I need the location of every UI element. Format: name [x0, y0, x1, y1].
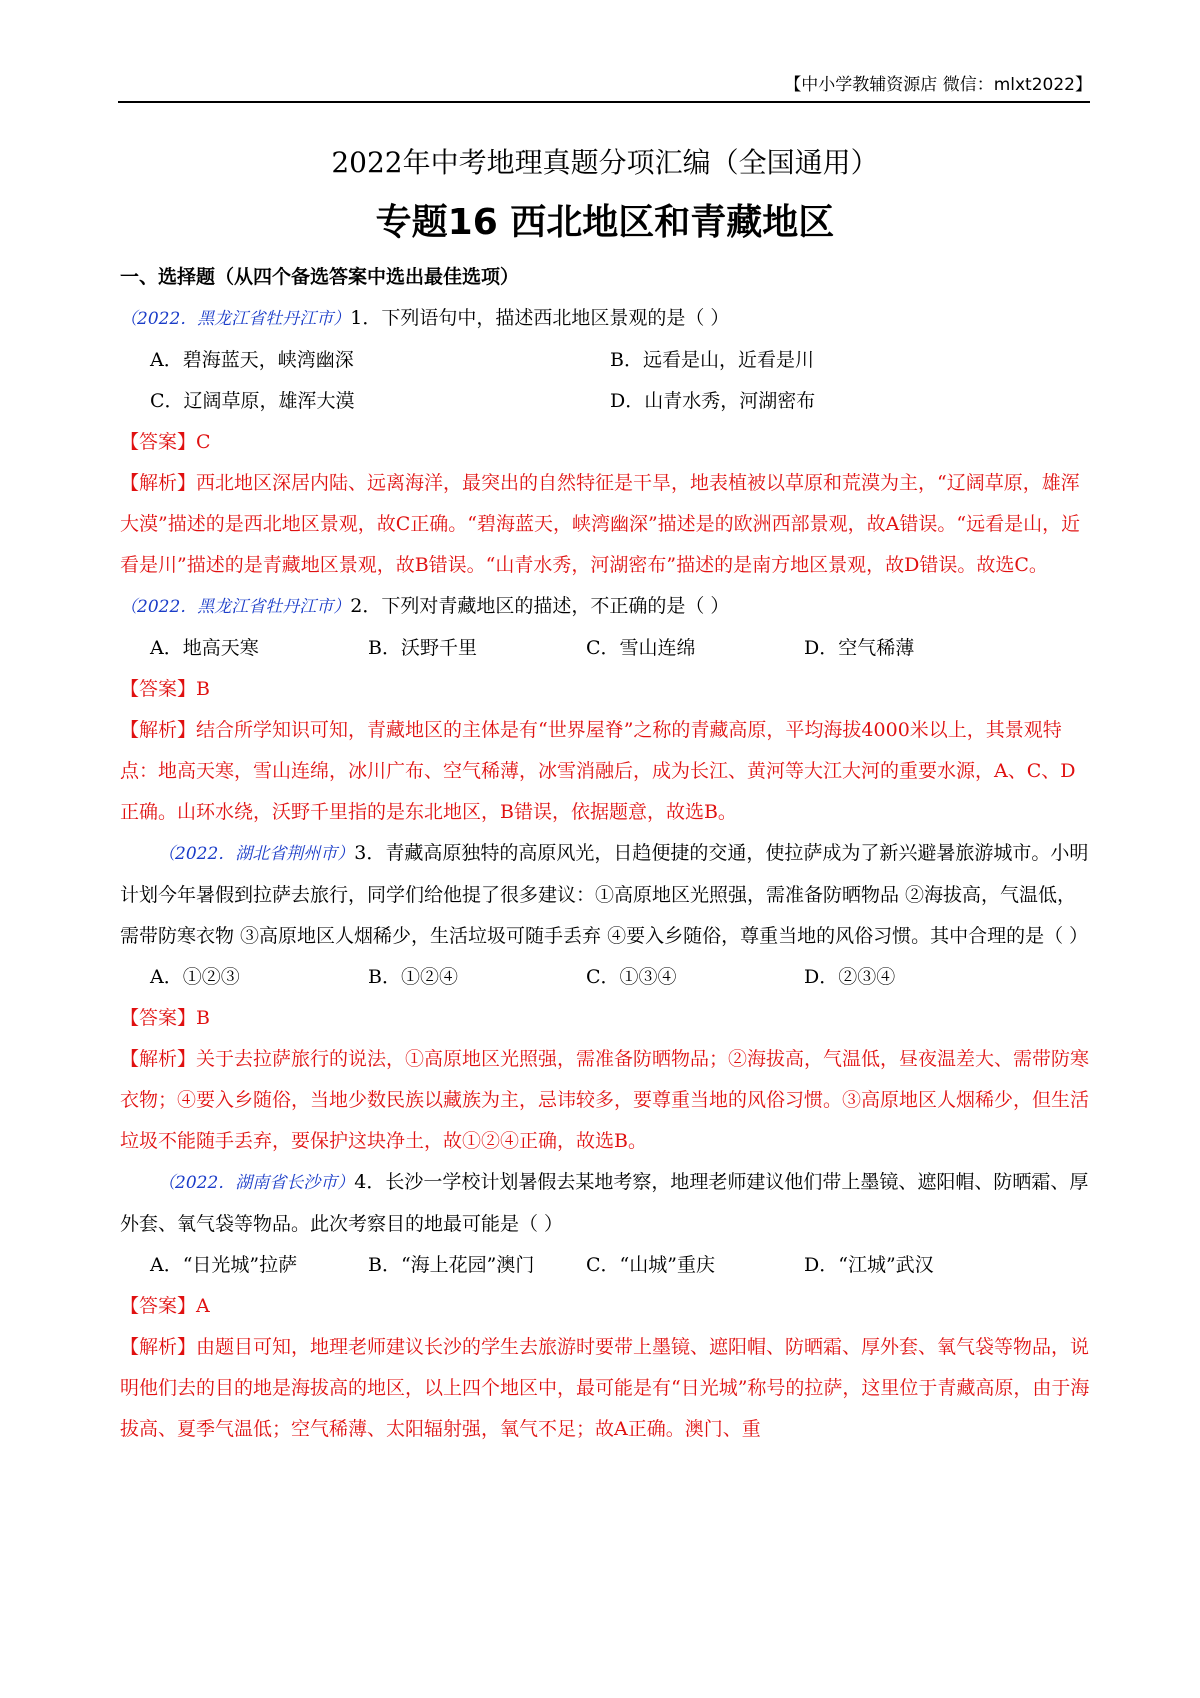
- question-stem: 4．长沙一学校计划暑假去某地考察，地理老师建议他们带上墨镜、遮阳帽、防晒霜、厚外套、氧气袋等物品。此次考察目的地最可能是（ ）: [120, 1171, 1089, 1235]
- option-b: B．沃野千里: [368, 637, 477, 659]
- option-d: D．空气稀薄: [804, 637, 915, 659]
- question-3: [120, 833, 1090, 957]
- option-c: C．辽阔草原，雄浑大漠: [150, 390, 355, 412]
- option-c: C．①③④: [586, 966, 677, 988]
- option-b: B．①②④: [368, 966, 458, 988]
- question-source: （2022．黑龙江省牡丹江市）: [120, 597, 351, 617]
- header-note: 【中小学教辅资源店 微信：mlxt2022】: [784, 75, 1092, 95]
- option-d: D．“江城”武汉: [804, 1254, 934, 1276]
- question-stem: 1．下列语句中，描述西北地区景观的是（ ）: [350, 307, 730, 329]
- analysis: 【解析】结合所学知识可知，青藏地区的主体是有“世界屋脊”之称的青藏高原，平均海拔4000米以上，其景观特点：地高天寒，雪山连绵，冰川广布、空气稀薄，冰雪消融后，成为长江、黄河等大江大河的重要水源，A、C、D正确。山环水绕，沃野千里指的是东北地区，B错误，依据题意，故选B。: [120, 719, 1076, 823]
- question-stem: 3．青藏高原独特的高原风光，日趋便捷的交通，使拉萨成为了新兴避暑旅游城市。小明计划今年暑假到拉萨去旅行，同学们给他提了很多建议：①高原地区光照强，需准备防晒物品 ②海拔高，气温低，需带防寒衣物 ③高原地区人烟稀少，生活垃圾可随手丢弃 ④要入乡随俗，尊重当地的风俗习惯。其中合理的是（ ）: [120, 842, 1089, 947]
- header-divider: [118, 101, 1090, 103]
- document-subtitle: 专题16 西北地区和青藏地区: [375, 202, 835, 243]
- option-b: B．远看是山，近看是川: [610, 349, 814, 371]
- document-body: [120, 140, 1090, 1450]
- answer: 【答案】A: [120, 1295, 210, 1317]
- option-c: C．雪山连绵: [586, 637, 696, 659]
- option-d: D．山青水秀，河湖密布: [610, 390, 816, 412]
- option-b: B．“海上花园”澳门: [368, 1254, 535, 1276]
- option-c: C．“山城”重庆: [586, 1254, 715, 1276]
- question-2: [120, 586, 1090, 628]
- answer: 【答案】B: [120, 678, 210, 700]
- answer: 【答案】B: [120, 1007, 210, 1029]
- question-1: [120, 298, 1090, 340]
- question-2-options: [120, 628, 1090, 669]
- question-1-options: [120, 340, 1090, 381]
- option-a: A．①②③: [150, 966, 240, 988]
- question-stem: 2．下列对青藏地区的描述，不正确的是（ ）: [350, 595, 730, 617]
- question-1-options-row2: [120, 381, 1090, 422]
- analysis: 【解析】关于去拉萨旅行的说法，①高原地区光照强，需准备防晒物品；②海拔高，气温低，昼夜温差大、需带防寒衣物；④要入乡随俗，当地少数民族以藏族为主，忌讳较多，要尊重当地的风俗习惯。③高原地区人烟稀少，但生活垃圾不能随手丢弃，要保护这块净土，故①②④正确，故选B。: [120, 1048, 1090, 1152]
- analysis: 【解析】由题目可知，地理老师建议长沙的学生去旅游时要带上墨镜、遮阳帽、防晒霜、厚外套、氧气袋等物品，说明他们去的目的地是海拔高的地区，以上四个地区中，最可能是有“日光城”称号的拉萨，这里位于青藏高原，由于海拔高、夏季气温低；空气稀薄、太阳辐射强，氧气不足；故A正确。澳门、重: [120, 1336, 1090, 1440]
- section-heading: 一、选择题（从四个备选答案中选出最佳选项）: [120, 266, 520, 288]
- option-a: A．碧海蓝天，峡湾幽深: [150, 349, 354, 371]
- option-a: A．地高天寒: [150, 637, 259, 659]
- option-a: A．“日光城”拉萨: [150, 1254, 298, 1276]
- question-source: （2022．湖北省荆州市）: [158, 844, 355, 864]
- document-title: 2022年中考地理真题分项汇编（全国通用）: [331, 146, 879, 179]
- question-source: （2022．湖南省长沙市）: [158, 1173, 355, 1193]
- question-4-options: [120, 1245, 1090, 1286]
- analysis: 【解析】西北地区深居内陆、远离海洋，最突出的自然特征是干旱，地表植被以草原和荒漠为主，“辽阔草原，雄浑大漠”描述的是西北地区景观，故C正确。“碧海蓝天，峡湾幽深”描述是的欧洲西部景观，故A错误。“远看是山，近看是川”描述的是青藏地区景观，故B错误。“山青水秀，河湖密布”描述的是南方地区景观，故D错误。故选C。: [120, 472, 1081, 576]
- option-d: D．②③④: [804, 966, 896, 988]
- question-4: [120, 1162, 1090, 1245]
- answer: 【答案】C: [120, 431, 211, 453]
- question-source: （2022．黑龙江省牡丹江市）: [120, 309, 351, 329]
- question-3-options: [120, 957, 1090, 998]
